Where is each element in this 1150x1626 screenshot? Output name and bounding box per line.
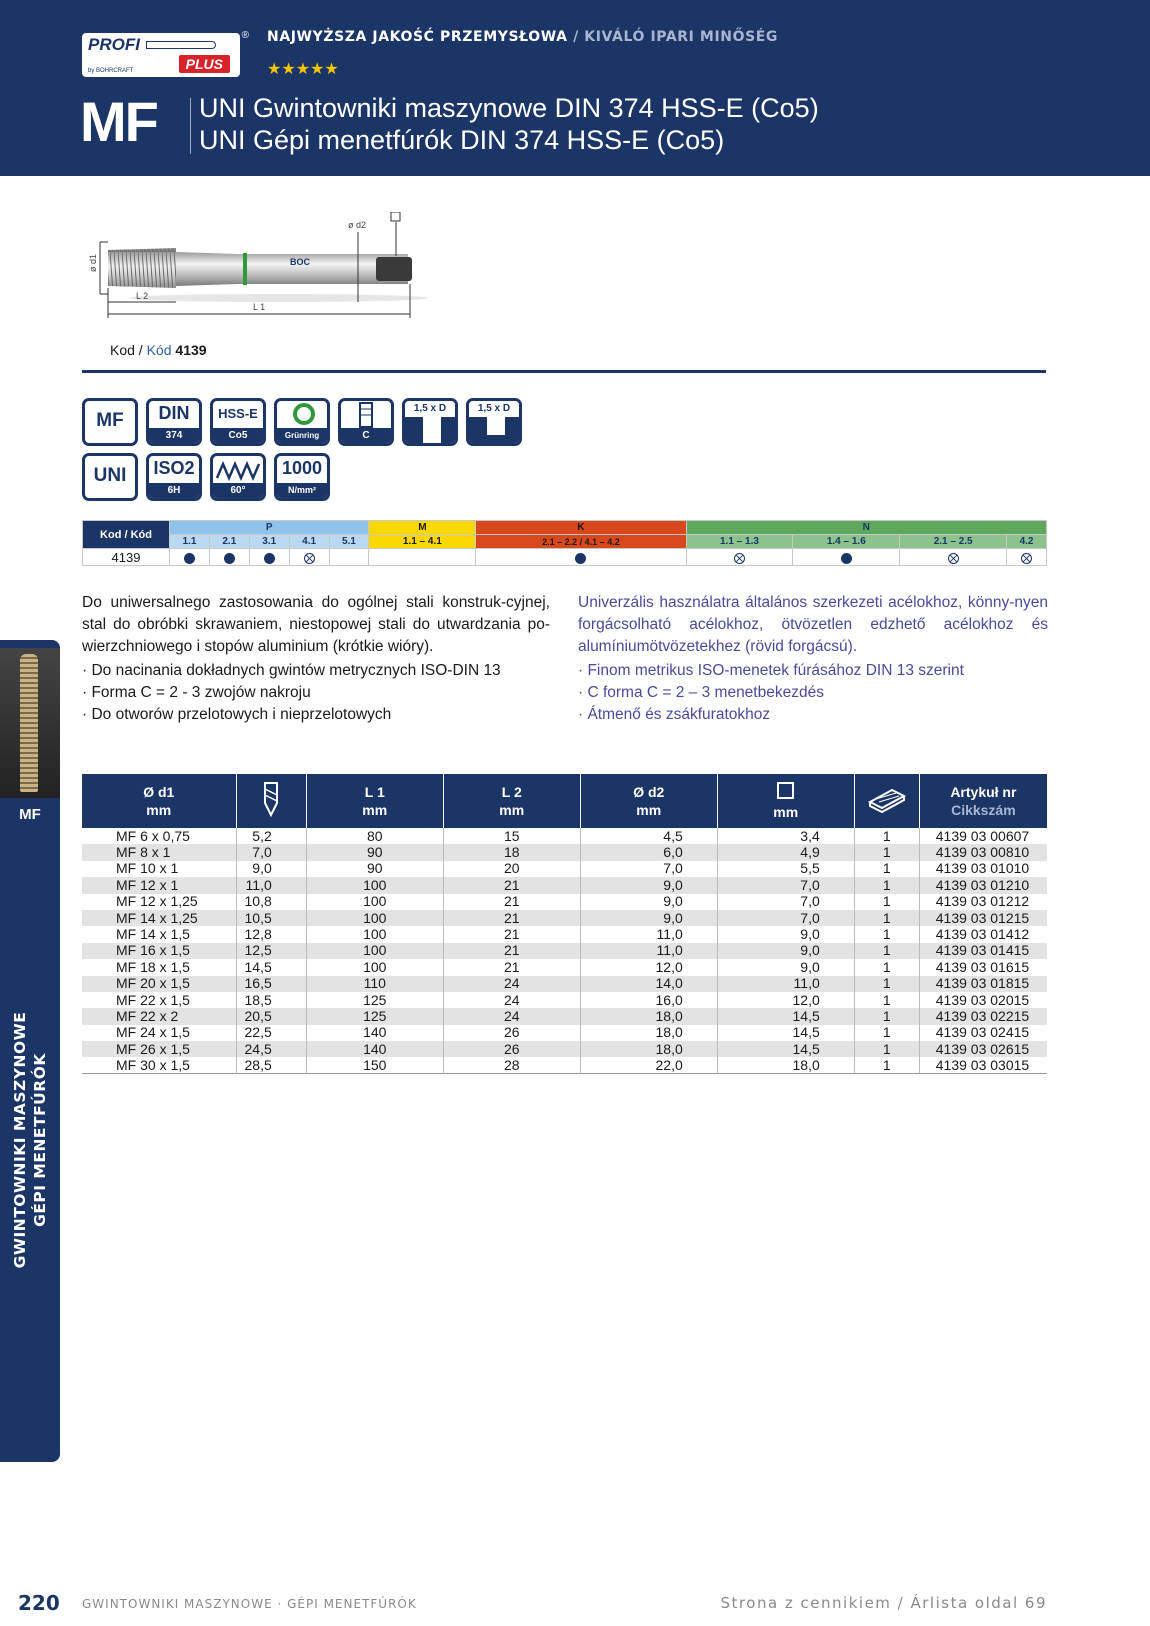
din-374-icon	[146, 398, 202, 446]
col-l1-header	[306, 774, 443, 828]
square-icon	[777, 782, 794, 799]
logo-plus-text: PLUS	[179, 55, 230, 73]
table-cell: 7,0	[236, 844, 306, 860]
table-cell: 9,0	[580, 894, 717, 910]
col-drill-header	[236, 774, 306, 828]
dim-l1-label: L 1	[253, 302, 266, 312]
product-code: MF	[80, 90, 157, 153]
table-cell: MF 14 x 1,5	[82, 926, 236, 942]
table-cell: 4139 03 00607	[919, 828, 1047, 844]
dim-d2-label: ø d2	[348, 220, 367, 230]
secondary-circle-icon	[304, 553, 315, 564]
iso2-6h-icon	[146, 453, 202, 501]
tap-thumbnail-icon	[20, 654, 38, 792]
table-cell: 150	[306, 1057, 443, 1073]
table-cell: 6,0	[580, 844, 717, 860]
tagline	[267, 29, 778, 45]
suitability-cell	[249, 549, 289, 566]
side-tab-line1: GWINTOWNIKI MASZYNOWE	[11, 1011, 29, 1269]
col-l2-label: L 2	[501, 784, 522, 800]
table-cell: 1	[854, 959, 919, 975]
profi-plus-logo	[82, 30, 249, 77]
table-cell: 9,0	[717, 926, 854, 942]
table-cell: 15	[443, 828, 580, 844]
table-cell: 21	[443, 959, 580, 975]
table-cell: 5,2	[236, 828, 306, 844]
suitability-cell	[329, 549, 369, 566]
table-cell: 4139 03 02215	[919, 1008, 1047, 1024]
subgroup-cell: 1.4 – 1.6	[793, 535, 900, 549]
table-cell: 1	[854, 861, 919, 877]
primary-dot-icon	[224, 553, 235, 564]
subgroup-cell: 2.1 – 2.2 / 4.1 – 4.2	[476, 535, 686, 549]
table-row	[82, 861, 1047, 877]
table-row	[82, 959, 1047, 975]
table-cell: 21	[443, 926, 580, 942]
thread-angle-60-icon	[210, 453, 266, 501]
table-cell: 22,0	[580, 1057, 717, 1073]
col-d2-unit: mm	[636, 802, 662, 818]
secondary-circle-icon	[948, 553, 959, 564]
table-cell: 1	[854, 1008, 919, 1024]
angle-label: 60°	[213, 483, 263, 498]
logo-drill-icon	[146, 41, 216, 49]
table-cell: MF 12 x 1	[82, 877, 236, 893]
table-cell: 100	[306, 894, 443, 910]
primary-dot-icon	[184, 553, 195, 564]
subgroup-cell: 3.1	[249, 535, 289, 549]
description-hu-bullet: · Átmenő és zsákfuratokhoz	[578, 706, 771, 723]
subgroup-cell: 1.1 – 1.3	[686, 535, 793, 549]
col-square-header	[717, 774, 854, 828]
table-cell: 12,5	[236, 943, 306, 959]
table-cell: 11,0	[236, 877, 306, 893]
description-pl-bullet: · Do nacinania dokładnych gwintów metrycznych ISO-DIN 13	[82, 662, 501, 679]
table-cell: MF 18 x 1,5	[82, 959, 236, 975]
strength-tile-label: 1000	[281, 458, 323, 478]
material-suitability-table	[82, 520, 1047, 566]
table-row	[82, 943, 1047, 959]
subgroup-cell: 2.1 – 2.5	[900, 535, 1007, 549]
table-row	[82, 976, 1047, 992]
table-row	[82, 877, 1047, 893]
kod-separator: /	[134, 342, 147, 358]
secondary-circle-icon	[734, 553, 745, 564]
table-cell: 7,0	[717, 894, 854, 910]
mat-kod-value: 4139	[83, 549, 170, 566]
mat-kod-header: Kod / Kód	[83, 521, 170, 549]
col-l2-header	[443, 774, 580, 828]
table-cell: 1	[854, 992, 919, 1008]
hss-tile-sub: Co5	[213, 428, 263, 443]
suitability-cell	[686, 549, 793, 566]
table-cell: MF 20 x 1,5	[82, 976, 236, 992]
table-cell: 20	[443, 861, 580, 877]
subgroup-cell: 1.1	[170, 535, 210, 549]
table-cell: 100	[306, 926, 443, 942]
col-article-label-hu: Cikkszám	[951, 802, 1016, 818]
suitability-cell	[793, 549, 900, 566]
footer-price-reference: Strona z cennikiem / Árlista oldal 69	[720, 1594, 1047, 1612]
suitability-cell	[209, 549, 249, 566]
table-cell: 4139 03 01615	[919, 959, 1047, 975]
col-d2-label: Ø d2	[633, 784, 665, 800]
tap-thumbnail	[0, 648, 60, 798]
table-cell: 140	[306, 1041, 443, 1057]
table-cell: 4,5	[580, 828, 717, 844]
table-cell: 100	[306, 910, 443, 926]
table-cell: 24	[443, 976, 580, 992]
table-cell: 9,0	[717, 959, 854, 975]
uni-tile-label: UNI	[93, 465, 127, 486]
table-cell: MF 22 x 2	[82, 1008, 236, 1024]
table-cell: 7,0	[717, 877, 854, 893]
primary-dot-icon	[264, 553, 275, 564]
table-cell: 4139 03 02415	[919, 1025, 1047, 1041]
subgroup-cell: 4.2	[1007, 535, 1047, 549]
tap-thread-section	[108, 248, 176, 288]
table-cell: 9,0	[717, 943, 854, 959]
table-cell: 1	[854, 1057, 919, 1073]
col-l2-unit: mm	[499, 802, 525, 818]
table-cell: 1	[854, 926, 919, 942]
table-cell: 14,5	[717, 1025, 854, 1041]
product-table	[82, 774, 1047, 1074]
through-hole-depth-icon	[466, 398, 522, 446]
table-cell: 14,5	[236, 959, 306, 975]
table-row	[82, 1057, 1047, 1073]
description-pl-text: Do uniwersalnego zastosowania do ogólnej stali konstruk-cyjnej, stal do obróbki skrawaniem, niestopowej stali do utwardzania po-wierzchniowego i stopów aluminium (krótkie wióry).	[82, 594, 550, 655]
description-pl-bullet: · Forma C = 2 - 3 zwojów nakroju	[82, 684, 311, 701]
iso2-tile-sub: 6H	[149, 483, 199, 498]
suitability-cell	[289, 549, 329, 566]
suitability-cell	[170, 549, 210, 566]
side-tab-line2: GÉPI MENETFÚRÓK	[31, 1053, 49, 1227]
table-cell: 1	[854, 943, 919, 959]
iso2-tile-label: ISO2	[153, 458, 195, 478]
table-cell: 1	[854, 894, 919, 910]
table-cell: 16,0	[580, 992, 717, 1008]
table-cell: 4139 03 01415	[919, 943, 1047, 959]
table-cell: 4139 03 02615	[919, 1041, 1047, 1057]
kod-value: 4139	[175, 342, 207, 358]
table-cell: 1	[854, 910, 919, 926]
table-cell: 100	[306, 943, 443, 959]
primary-dot-icon	[575, 553, 586, 564]
table-cell: 4139 03 02015	[919, 992, 1047, 1008]
table-cell: 18,0	[580, 1008, 717, 1024]
table-cell: 4139 03 01815	[919, 976, 1047, 992]
table-cell: 100	[306, 959, 443, 975]
group-p-header: P	[170, 521, 369, 535]
table-cell: 12,0	[580, 959, 717, 975]
green-ring-marker	[243, 253, 247, 285]
table-cell: 26	[443, 1025, 580, 1041]
title-divider	[190, 98, 191, 154]
primary-dot-icon	[841, 553, 852, 564]
table-row	[82, 992, 1047, 1008]
table-cell: MF 14 x 1,25	[82, 910, 236, 926]
table-cell: 18,0	[717, 1057, 854, 1073]
table-cell: 10,5	[236, 910, 306, 926]
kod-label-hu: Kód	[146, 342, 172, 358]
table-cell: 20,5	[236, 1008, 306, 1024]
strength-1000-icon	[274, 453, 330, 501]
table-cell: 9,0	[236, 861, 306, 877]
table-row	[82, 1041, 1047, 1057]
din-tile-sub: 374	[149, 428, 199, 443]
table-cell: 14,5	[717, 1008, 854, 1024]
subgroup-cell: 1.1 – 4.1	[369, 535, 476, 549]
table-cell: 24	[443, 1008, 580, 1024]
description-hu-bullet: · C forma C = 2 – 3 menetbekezdés	[578, 684, 824, 701]
hss-tile-label: HSS-E	[218, 406, 258, 421]
table-cell: 4139 03 03015	[919, 1057, 1047, 1073]
table-cell: MF 22 x 1,5	[82, 992, 236, 1008]
col-d1-header	[82, 774, 236, 828]
table-cell: 21	[443, 943, 580, 959]
green-ring-shape	[293, 403, 315, 425]
group-m-header: M	[369, 521, 476, 535]
logo-by-text: by BOHRCRAFT	[88, 68, 134, 74]
product-code-line	[110, 342, 207, 358]
tap-end-icon	[341, 401, 391, 431]
group-k-header: K	[476, 521, 686, 535]
table-cell: 4,9	[717, 844, 854, 860]
mf-tile-label: MF	[96, 410, 124, 431]
table-cell: 100	[306, 877, 443, 893]
table-cell: MF 24 x 1,5	[82, 1025, 236, 1041]
table-cell: MF 6 x 0,75	[82, 828, 236, 844]
col-pack-header	[854, 774, 919, 828]
description-hu	[578, 592, 1048, 726]
tagline-separator: /	[567, 29, 585, 45]
table-row	[82, 1008, 1047, 1024]
table-row	[82, 844, 1047, 860]
square-dim-icon	[391, 212, 400, 221]
table-cell: 12,8	[236, 926, 306, 942]
col-l1-unit: mm	[362, 802, 388, 818]
table-cell: 125	[306, 992, 443, 1008]
table-cell: 1	[854, 844, 919, 860]
table-cell: 28,5	[236, 1057, 306, 1073]
table-row	[82, 894, 1047, 910]
table-row	[82, 828, 1047, 844]
col-article-label-pl: Artykuł nr	[950, 784, 1017, 800]
table-cell: 1	[854, 877, 919, 893]
table-cell: 16,5	[236, 976, 306, 992]
table-cell: 90	[306, 861, 443, 877]
drill-bit-icon	[251, 779, 291, 819]
table-cell: MF 8 x 1	[82, 844, 236, 860]
logo-profi-text: PROFI	[88, 35, 140, 54]
depth-label-1: 1,5 x D	[405, 401, 455, 417]
table-cell: 9,0	[580, 910, 717, 926]
col-d1-label: Ø d1	[143, 784, 175, 800]
thread-profile-icon	[213, 456, 263, 486]
table-cell: 3,4	[717, 828, 854, 844]
table-cell: 11,0	[580, 926, 717, 942]
hss-e-co5-icon	[210, 398, 266, 446]
suitability-cell	[476, 549, 686, 566]
dim-d1-label: ø d1	[88, 253, 98, 272]
table-cell: 24,5	[236, 1041, 306, 1057]
green-ring-icon	[274, 398, 330, 446]
table-cell: 18,0	[580, 1025, 717, 1041]
depth-label-2: 1,5 x D	[469, 401, 519, 417]
table-cell: 1	[854, 828, 919, 844]
table-cell: 5,5	[717, 861, 854, 877]
table-cell: 7,0	[717, 910, 854, 926]
table-cell: 18	[443, 844, 580, 860]
table-cell: 18,0	[580, 1041, 717, 1057]
table-cell: MF 30 x 1,5	[82, 1057, 236, 1073]
table-cell: 1	[854, 976, 919, 992]
group-n-header: N	[686, 521, 1046, 535]
table-cell: 4139 03 01412	[919, 926, 1047, 942]
green-ring-label: Grünring	[277, 428, 327, 443]
din-tile-label: DIN	[158, 403, 190, 423]
col-l1-label: L 1	[364, 784, 385, 800]
page-title-hu: UNI Gépi menetfúrók DIN 374 HSS-E (Co5)	[199, 125, 725, 155]
table-row	[82, 910, 1047, 926]
table-cell: 90	[306, 844, 443, 860]
product-table-body	[82, 828, 1047, 1074]
description-hu-bullet: · Finom metrikus ISO-menetek fúrásához DIN 13 szerint	[578, 662, 964, 679]
table-cell: 4139 03 01215	[919, 910, 1047, 926]
table-cell: 4139 03 01210	[919, 877, 1047, 893]
table-row	[82, 926, 1047, 942]
suitability-cell	[900, 549, 1007, 566]
table-cell: 10,8	[236, 894, 306, 910]
table-cell: 28	[443, 1057, 580, 1073]
table-cell: 7,0	[580, 861, 717, 877]
col-d2-header	[580, 774, 717, 828]
uni-tile-icon	[82, 453, 138, 501]
form-c-label: C	[341, 428, 391, 443]
mf-tile-icon	[82, 398, 138, 446]
tagline-pl: NAJWYŻSZA JAKOŚĆ PRZEMYSŁOWA	[267, 29, 568, 45]
registered-mark: ®	[241, 30, 249, 41]
secondary-circle-icon	[1021, 553, 1032, 564]
strength-tile-sub: N/mm²	[277, 483, 327, 498]
table-cell: 1	[854, 1025, 919, 1041]
square-drive	[376, 257, 412, 281]
table-cell: 80	[306, 828, 443, 844]
table-cell: 4139 03 01212	[919, 894, 1047, 910]
kod-label-pl: Kod	[110, 342, 135, 358]
table-cell: 26	[443, 1041, 580, 1057]
description-hu-text: Univerzális használatra általános szerkezeti acélokhoz, könny-nyen forgácsolható acélokhoz, ötvözetlen edzhető acélokhoz és alumíniumötvözetekhez (rövid forgácsú).	[578, 594, 1048, 655]
table-cell: 22,5	[236, 1025, 306, 1041]
suitability-cell	[369, 549, 476, 566]
subgroup-cell: 2.1	[209, 535, 249, 549]
chamfer-form-c-icon	[338, 398, 394, 446]
table-cell: 110	[306, 976, 443, 992]
page-header	[0, 0, 1150, 176]
table-cell: 140	[306, 1025, 443, 1041]
tap-drawing	[78, 212, 448, 332]
table-cell: 11,0	[580, 943, 717, 959]
table-cell: 14,0	[580, 976, 717, 992]
footer-section-title: GWINTOWNIKI MASZYNOWE · GÉPI MENETFÚRÓK	[82, 1597, 417, 1611]
table-cell: 11,0	[717, 976, 854, 992]
table-cell: MF 12 x 1,25	[82, 894, 236, 910]
table-cell: 4139 03 01010	[919, 861, 1047, 877]
page-title-pl: UNI Gwintowniki maszynowe DIN 374 HSS-E (Co5)	[199, 93, 819, 123]
side-tab-code: MF	[19, 806, 41, 823]
package-icon	[866, 784, 908, 814]
page-number: 220	[18, 1591, 60, 1615]
table-cell: 125	[306, 1008, 443, 1024]
table-cell: 4139 03 00810	[919, 844, 1047, 860]
rating-stars: ★★★★★	[267, 61, 339, 78]
description-pl	[82, 592, 550, 726]
table-cell: 21	[443, 894, 580, 910]
table-cell: 24	[443, 992, 580, 1008]
suitability-cell	[1007, 549, 1047, 566]
subgroup-cell: 5.1	[329, 535, 369, 549]
table-row	[82, 1025, 1047, 1041]
description-pl-bullet: · Do otworów przelotowych i nieprzelotowych	[82, 706, 392, 723]
table-cell: 12,0	[717, 992, 854, 1008]
table-cell: 21	[443, 877, 580, 893]
col-square-unit: mm	[773, 803, 799, 820]
shank-marking: BOC	[290, 257, 310, 267]
table-cell: 18,5	[236, 992, 306, 1008]
section-divider	[82, 370, 1046, 373]
table-cell: MF 26 x 1,5	[82, 1041, 236, 1057]
dim-l2-label: L 2	[136, 291, 149, 301]
table-cell: 9,0	[580, 877, 717, 893]
table-cell: 14,5	[717, 1041, 854, 1057]
tagline-hu: KIVÁLÓ IPARI MINŐSÉG	[584, 29, 779, 45]
blind-hole-depth-icon	[402, 398, 458, 446]
side-tab-title	[10, 1012, 50, 1269]
table-cell: MF 16 x 1,5	[82, 943, 236, 959]
subgroup-cell: 4.1	[289, 535, 329, 549]
col-article-header	[919, 774, 1047, 828]
table-cell: MF 10 x 1	[82, 861, 236, 877]
col-d1-unit: mm	[146, 802, 172, 818]
table-cell: 21	[443, 910, 580, 926]
table-cell: 1	[854, 1041, 919, 1057]
